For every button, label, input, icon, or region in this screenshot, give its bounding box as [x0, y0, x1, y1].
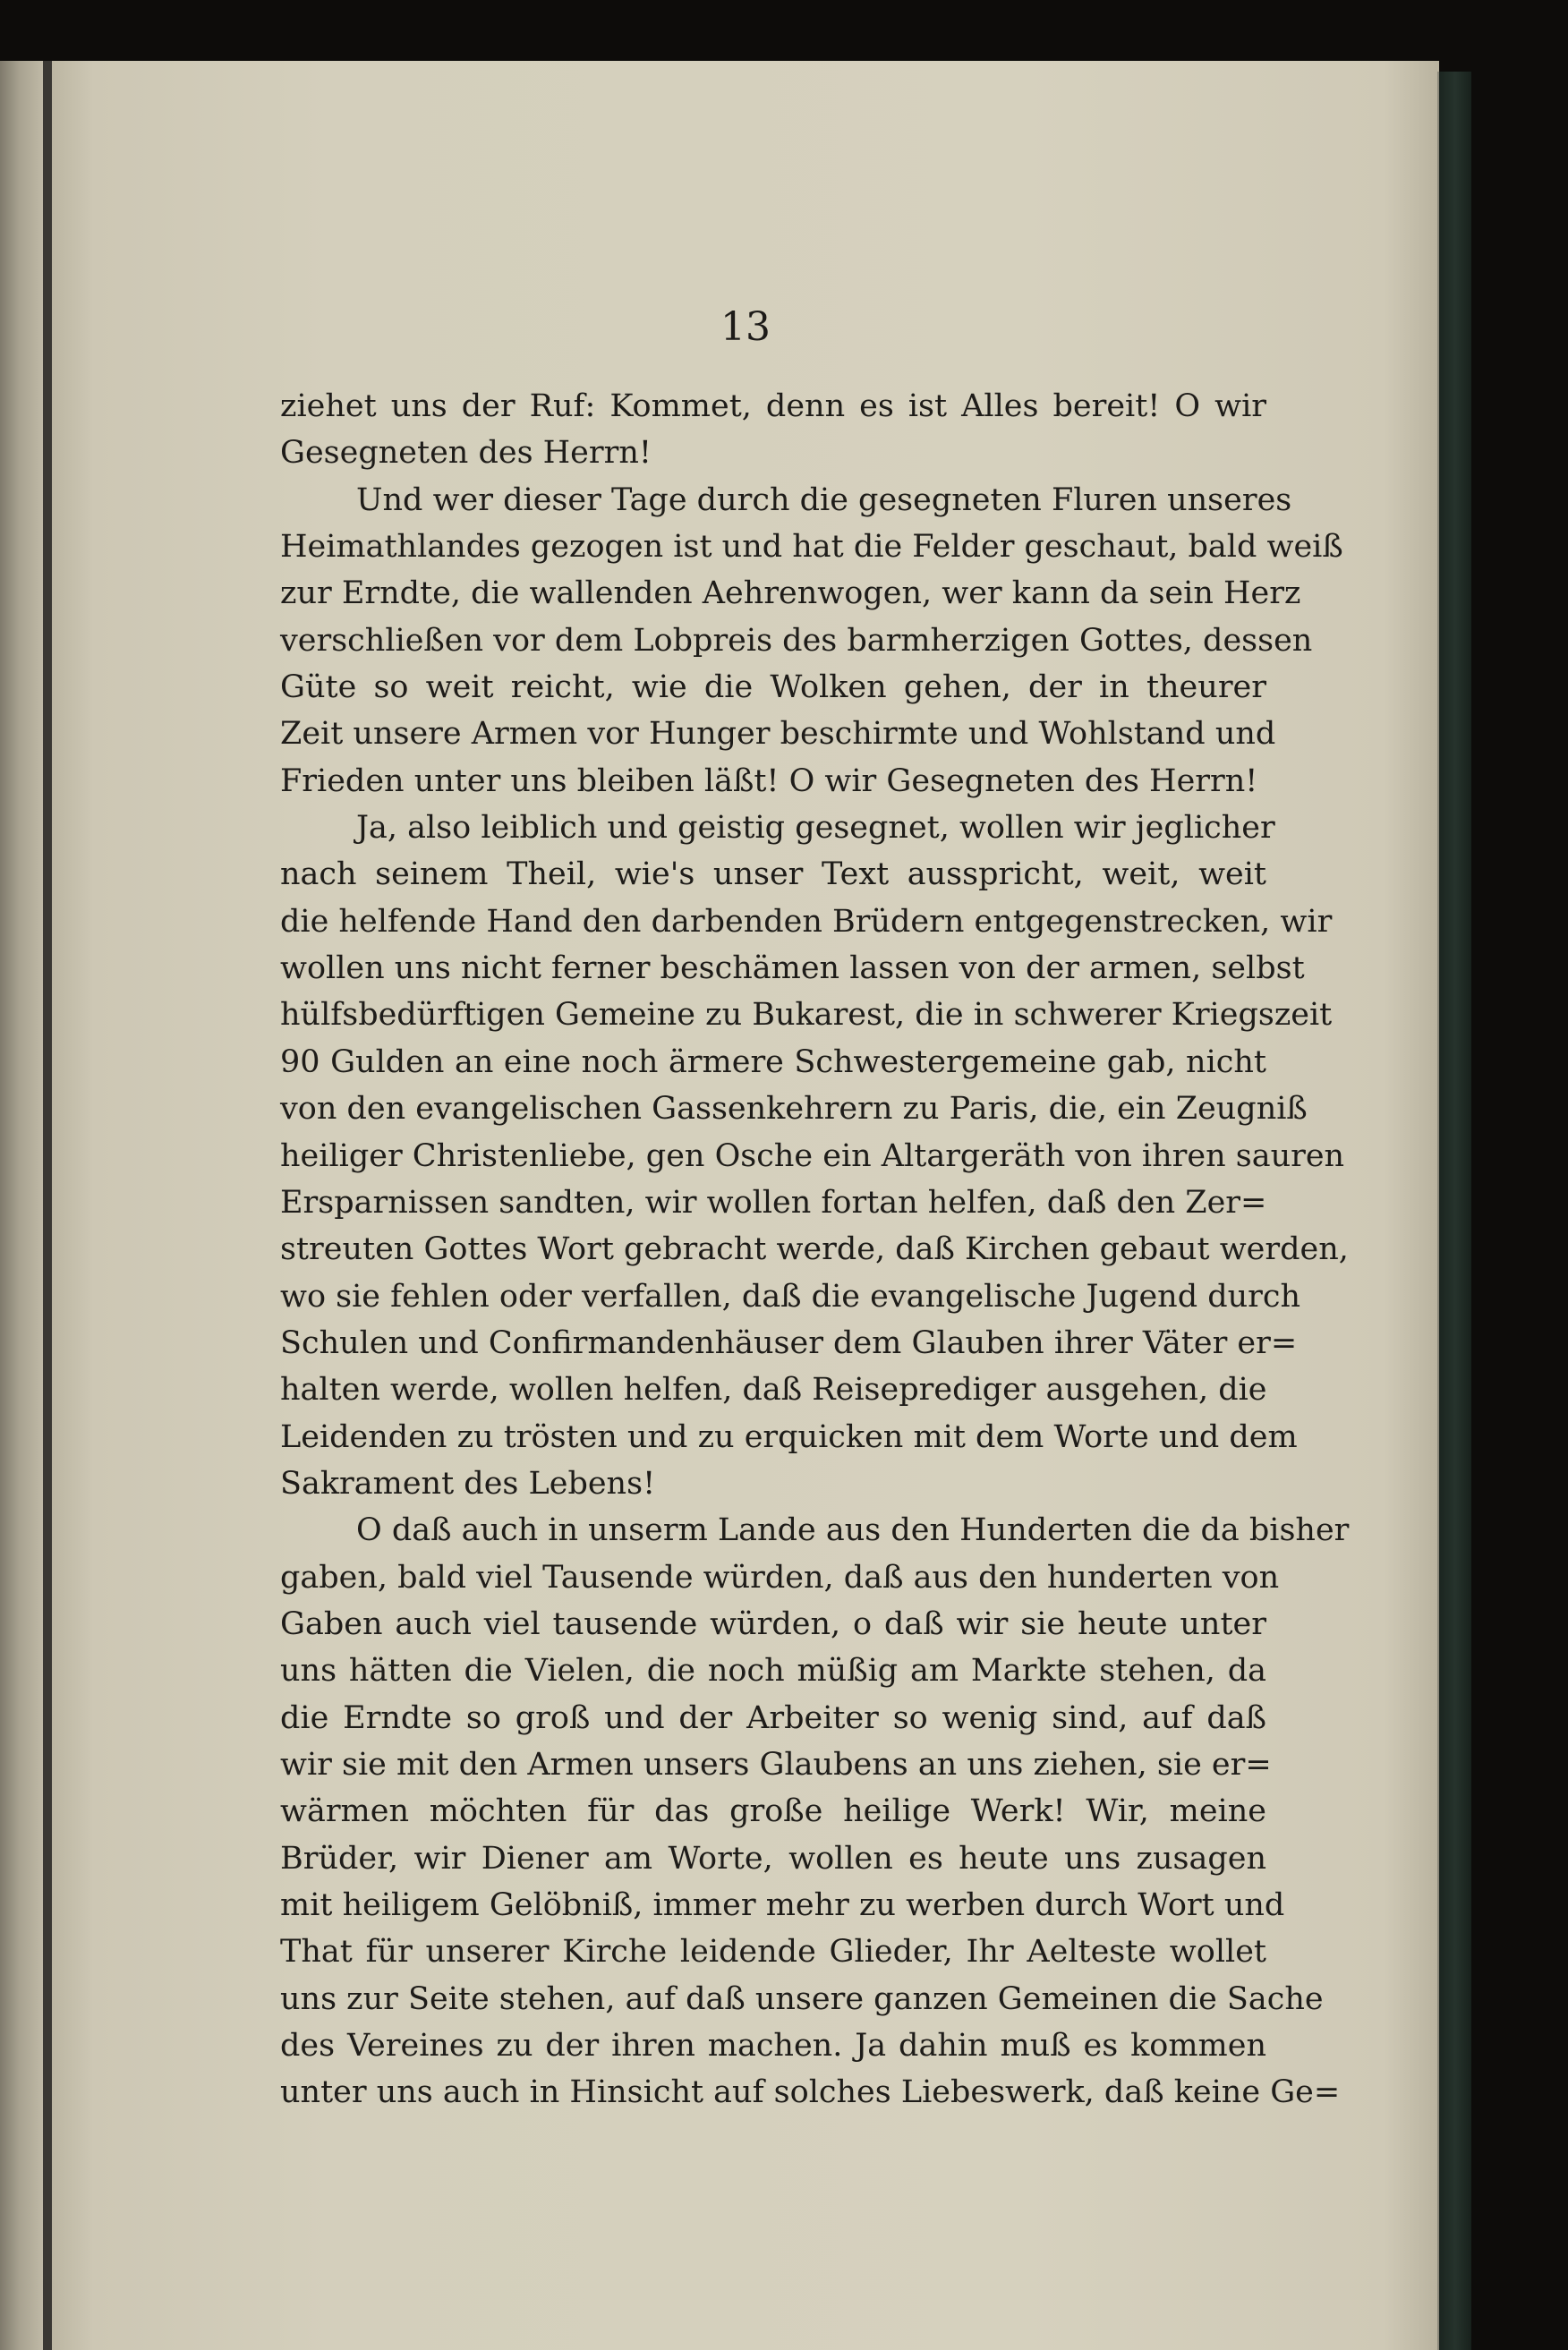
text-line: That für unserer Kirche leidende Glieder, Ihr Aelteste wollet	[280, 1934, 1266, 1971]
text-line: Ja, also leiblich und geistig gesegnet, wollen wir jeglicher	[356, 810, 1275, 847]
left-page-edge	[0, 61, 45, 2350]
text-line: wollen uns nicht ferner beschämen lassen von der armen, selbst	[280, 950, 1305, 987]
text-line: des Vereines zu der ihren machen. Ja dahin muß es kommen	[280, 2028, 1266, 2065]
text-line: 90 Gulden an eine noch ärmere Schwestergemeine gab, nicht	[280, 1043, 1266, 1080]
text-line: die helfende Hand den darbenden Brüdern entgegenstrecken, wir	[280, 903, 1333, 940]
text-line: Schulen und Confirmandenhäuser dem Glauben ihrer Väter er=	[280, 1324, 1298, 1361]
text-line: Gaben auch viel tausende würden, o daß wir sie heute unter	[280, 1605, 1266, 1642]
text-line: ziehet uns der Ruf: Kommet, denn es ist Alles bereit! O wir	[280, 388, 1266, 424]
text-line: die Erndte so groß und der Arbeiter so wenig sind, auf daß	[280, 1699, 1266, 1736]
book-page	[52, 61, 1439, 2350]
text-line: unter uns auch in Hinsicht auf solches Liebeswerk, daß keine Ge=	[280, 2074, 1341, 2111]
text-line: Und wer dieser Tage durch die gesegneten Fluren unseres	[356, 481, 1292, 518]
text-line: streuten Gottes Wort gebracht werde, daß Kirchen gebaut werden,	[280, 1231, 1349, 1268]
text-line: hülfsbedürftigen Gemeine zu Bukarest, die in schwerer Kriegszeit	[280, 997, 1333, 1034]
text-line: wir sie mit den Armen unsers Glaubens an uns ziehen, sie er=	[280, 1746, 1272, 1783]
text-line: O daß auch in unserm Lande aus den Hunderten die da bisher	[356, 1512, 1350, 1549]
text-line: nach seinem Theil, wie's unser Text ausspricht, weit, weit	[280, 856, 1266, 893]
text-line: Sakrament des Lebens!	[280, 1465, 656, 1502]
text-line: wärmen möchten für das große heilige Werk! Wir, meine	[280, 1793, 1266, 1830]
text-line: wo sie fehlen oder verfallen, daß die evangelische Jugend durch	[280, 1278, 1301, 1315]
text-line: zur Erndte, die wallenden Aehrenwogen, wer kann da sein Herz	[280, 575, 1301, 612]
text-line: Güte so weit reicht, wie die Wolken gehen, der in theurer	[280, 669, 1266, 706]
text-line: Ersparnissen sandten, wir wollen fortan helfen, daß den Zer=	[280, 1184, 1267, 1221]
text-line: von den evangelischen Gassenkehrern zu Paris, die, ein Zeugniß	[280, 1091, 1308, 1128]
book-cover-edge	[1439, 72, 1471, 2350]
book-gutter	[43, 61, 52, 2350]
text-line: heiliger Christenliebe, gen Osche ein Altargeräth von ihren sauren	[280, 1137, 1345, 1174]
text-line: Leidenden zu trösten und zu erquicken mit dem Worte und dem	[280, 1418, 1298, 1455]
page-number: 13	[720, 304, 771, 350]
text-line: uns zur Seite stehen, auf daß unsere ganzen Gemeinen die Sache	[280, 1980, 1324, 2017]
text-line: halten werde, wollen helfen, daß Reiseprediger ausgehen, die	[280, 1372, 1267, 1409]
text-line: Zeit unsere Armen vor Hunger beschirmte und Wohlstand und	[280, 716, 1276, 753]
text-line: Frieden unter uns bleiben läßt! O wir Gesegneten des Herrn!	[280, 762, 1258, 799]
text-line: Gesegneten des Herrn!	[280, 435, 652, 472]
text-line: Brüder, wir Diener am Worte, wollen es heute uns zusagen	[280, 1840, 1266, 1877]
text-line: Heimathlandes gezogen ist und hat die Felder geschaut, bald weiß	[280, 529, 1343, 566]
body-text	[280, 383, 1350, 2116]
text-line: verschließen vor dem Lobpreis des barmherzigen Gottes, dessen	[280, 622, 1313, 659]
text-line: mit heiligem Gelöbniß, immer mehr zu werben durch Wort und	[280, 1887, 1285, 1923]
text-line: uns hätten die Vielen, die noch müßig am Markte stehen, da	[280, 1653, 1266, 1690]
text-line: gaben, bald viel Tausende würden, daß aus den hunderten von	[280, 1559, 1280, 1596]
